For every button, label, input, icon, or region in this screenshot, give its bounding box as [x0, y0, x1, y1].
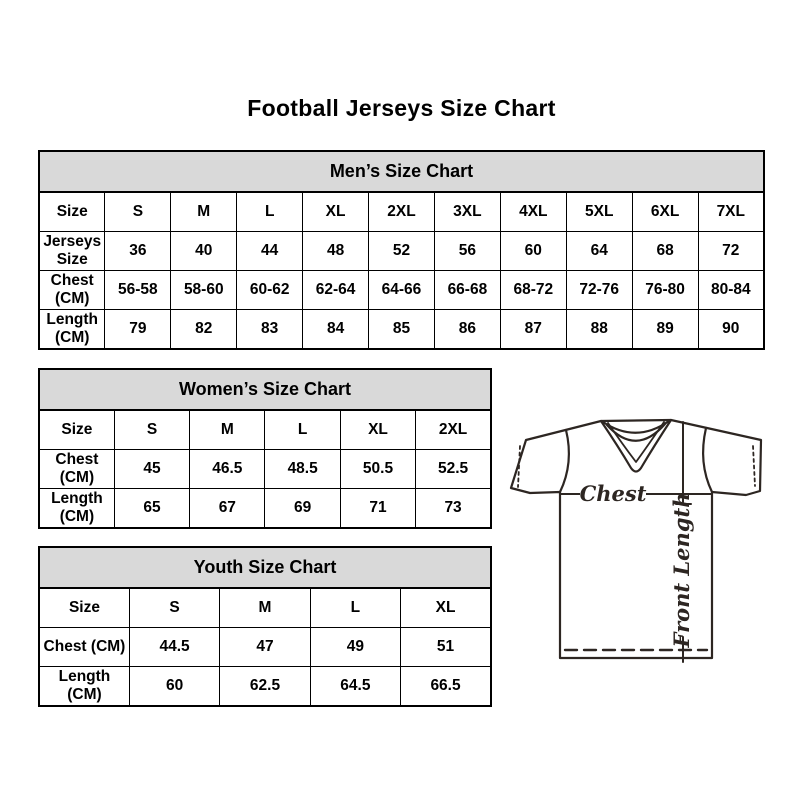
cell-value: 58-60: [171, 271, 237, 310]
row-label: Chest (CM): [39, 450, 114, 489]
cell-value: 2XL: [369, 192, 435, 232]
cell-value: 44: [237, 232, 303, 271]
chest-label: Chest: [579, 481, 647, 506]
cell-value: 76-80: [632, 271, 698, 310]
cell-value: 60: [500, 232, 566, 271]
jersey-measurement-diagram: [503, 401, 769, 674]
cell-value: 66.5: [401, 667, 491, 707]
cell-value: 7XL: [698, 192, 764, 232]
cell-value: 44.5: [129, 628, 219, 667]
cell-value: M: [190, 410, 265, 450]
jersey-outline: [511, 420, 761, 658]
cell-value: L: [310, 588, 400, 628]
cell-value: M: [171, 192, 237, 232]
cell-value: 56: [434, 232, 500, 271]
cell-value: 73: [416, 489, 491, 529]
cell-value: 5XL: [566, 192, 632, 232]
cell-value: 80-84: [698, 271, 764, 310]
cell-value: 47: [220, 628, 310, 667]
row-label: Length (CM): [39, 489, 114, 529]
cell-value: 67: [190, 489, 265, 529]
cell-value: 51: [401, 628, 491, 667]
cell-value: 60-62: [237, 271, 303, 310]
cell-value: 79: [105, 310, 171, 350]
cell-value: 36: [105, 232, 171, 271]
cell-value: 83: [237, 310, 303, 350]
cell-value: 48.5: [265, 450, 340, 489]
cell-value: 89: [632, 310, 698, 350]
cell-value: 90: [698, 310, 764, 350]
cell-value: 64: [566, 232, 632, 271]
cell-value: 64-66: [369, 271, 435, 310]
cell-value: 87: [500, 310, 566, 350]
cell-value: 66-68: [434, 271, 500, 310]
cell-value: L: [265, 410, 340, 450]
cell-value: XL: [401, 588, 491, 628]
cell-value: 65: [114, 489, 189, 529]
table-row: [39, 192, 764, 232]
cell-value: 45: [114, 450, 189, 489]
table-row: [39, 310, 764, 350]
cell-value: S: [114, 410, 189, 450]
cell-value: 69: [265, 489, 340, 529]
cell-value: M: [220, 588, 310, 628]
front-length-label: Front Length: [669, 492, 694, 648]
row-label: Size: [39, 192, 105, 232]
youth-size-chart-table: [38, 546, 492, 707]
row-label: Chest (CM): [39, 271, 105, 310]
womens-size-chart-table: [38, 368, 492, 529]
cell-value: 84: [303, 310, 369, 350]
cell-value: 40: [171, 232, 237, 271]
page-title: Football Jerseys Size Chart: [247, 95, 556, 121]
cell-value: 62-64: [303, 271, 369, 310]
mens-size-chart-table: [38, 150, 765, 350]
cell-value: 68-72: [500, 271, 566, 310]
table-header-row: [39, 369, 491, 410]
cell-value: S: [105, 192, 171, 232]
row-label: Size: [39, 410, 114, 450]
cell-value: 82: [171, 310, 237, 350]
row-label: Size: [39, 588, 129, 628]
table-title: Youth Size Chart: [39, 547, 491, 588]
left-armhole-seam: [560, 430, 569, 492]
cell-value: 50.5: [340, 450, 415, 489]
row-label: Length (CM): [39, 310, 105, 350]
table-row: [39, 450, 491, 489]
cell-value: 72: [698, 232, 764, 271]
cell-value: 4XL: [500, 192, 566, 232]
cell-value: 88: [566, 310, 632, 350]
right-armhole-seam: [703, 428, 712, 492]
cell-value: XL: [303, 192, 369, 232]
cell-value: 62.5: [220, 667, 310, 707]
table-row: [39, 410, 491, 450]
cell-value: 6XL: [632, 192, 698, 232]
cell-value: 3XL: [434, 192, 500, 232]
cell-value: 86: [434, 310, 500, 350]
right-sleeve-stitch-dashes: [753, 446, 755, 486]
row-label: Chest (CM): [39, 628, 129, 667]
table-row: [39, 232, 764, 271]
table-header-row: [39, 547, 491, 588]
cell-value: 46.5: [190, 450, 265, 489]
cell-value: S: [129, 588, 219, 628]
cell-value: L: [237, 192, 303, 232]
table-title: Women’s Size Chart: [39, 369, 491, 410]
table-row: [39, 667, 491, 707]
cell-value: 68: [632, 232, 698, 271]
cell-value: 64.5: [310, 667, 400, 707]
cell-value: 60: [129, 667, 219, 707]
cell-value: 49: [310, 628, 400, 667]
cell-value: 56-58: [105, 271, 171, 310]
table-row: [39, 588, 491, 628]
cell-value: 52: [369, 232, 435, 271]
cell-value: 71: [340, 489, 415, 529]
cell-value: 48: [303, 232, 369, 271]
table-header-row: [39, 151, 764, 192]
cell-value: 85: [369, 310, 435, 350]
table-row: [39, 489, 491, 529]
table-title: Men’s Size Chart: [39, 151, 764, 192]
cell-value: 2XL: [416, 410, 491, 450]
cell-value: XL: [340, 410, 415, 450]
cell-value: 52.5: [416, 450, 491, 489]
row-label: Jerseys Size: [39, 232, 105, 271]
left-sleeve-stitch-dashes: [518, 446, 520, 487]
row-label: Length (CM): [39, 667, 129, 707]
table-row: [39, 628, 491, 667]
cell-value: 72-76: [566, 271, 632, 310]
table-row: [39, 271, 764, 310]
